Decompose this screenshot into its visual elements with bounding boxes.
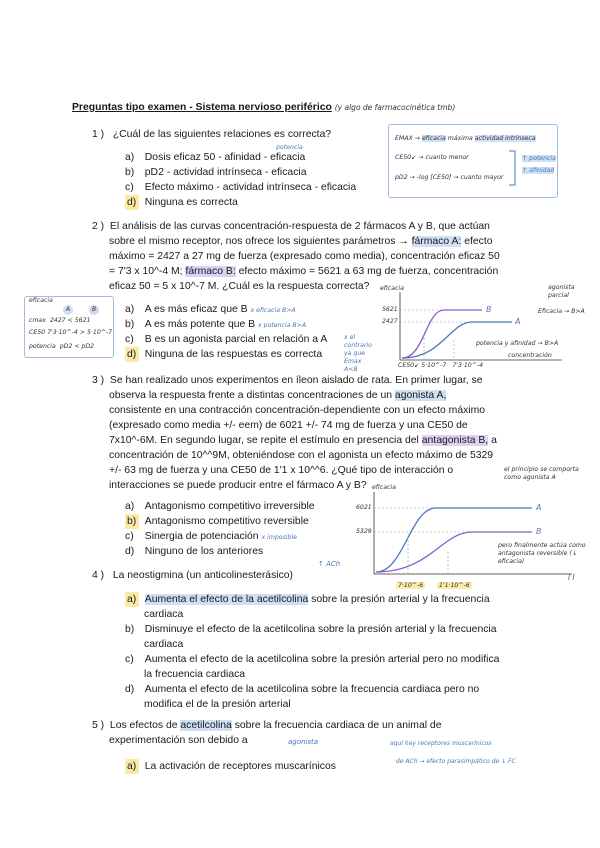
q1-options	[125, 150, 356, 210]
q2-graph-potencia-note: potencia y afinidad → B>A	[476, 340, 559, 347]
side-cmax-b: 5621	[74, 317, 91, 324]
arrow-icon: →	[414, 135, 420, 142]
title-text: Preguntas tipo examen - Sistema nervioso periférico	[72, 102, 332, 113]
question-3	[92, 373, 532, 493]
q4-number: 4 )	[92, 570, 105, 581]
q1-text: ¿Cuál de las siguientes relaciones es correcta?	[112, 129, 332, 140]
q3-option-c[interactable]	[125, 529, 315, 544]
option-letter-selected: b)	[125, 514, 139, 529]
q3-line-6: concentración de 10^^9M, obteniéndose con el agonista un efecto máximo de 5329	[109, 450, 494, 461]
side-eficacia: eficacia	[29, 297, 53, 304]
option-text: Disminuye el efecto de la acetilcolina sobre la presión arterial y la frecuencia	[144, 624, 497, 635]
q4-text: La neostigmina (un anticolinesterásico)	[112, 570, 294, 581]
q2-graph-xlabel: concentración	[508, 352, 552, 359]
q3-line-2: observa la respuesta frente a distintas concentraciones de un	[109, 390, 393, 401]
q3-line-1: Se han realizado unos experimentos en íleon aislado de rata. En primer lugar, se	[109, 375, 483, 386]
option-text: sobre la presión arterial y la frecuencia	[308, 594, 490, 605]
side-cmax-a: 2427	[49, 317, 66, 324]
q2-text-5: eficaz 50 = 5 x 10^-7 M. ¿Cuál es la respuesta correcta?	[109, 281, 370, 292]
q2-graph-eficacia-note: Eficacia → B>A	[538, 308, 585, 315]
bracket-icon	[507, 149, 519, 187]
option-text-cont: cardiaca	[144, 609, 184, 620]
q4-option-c[interactable]	[125, 652, 545, 682]
q3-graph	[352, 488, 582, 584]
emax-maxima: máxima	[447, 135, 473, 142]
side-potencia: potencia	[29, 343, 56, 350]
q2-graph-ylabel: eficacia	[380, 285, 404, 292]
option-text: Aumenta el efecto de la acetilcolina sobre la presión arterial pero no modifica	[144, 654, 500, 665]
option-letter: b)	[125, 167, 135, 178]
option-letter: c)	[125, 334, 134, 345]
ce50-label: CE50↙	[395, 154, 417, 161]
q2-side-box	[24, 296, 114, 358]
q3-graph-note-bottom: pero finalmente actúa como antagonista reversible (↓ eficacia)	[498, 542, 586, 565]
q3-graph-x1: 7·10^-6	[398, 582, 424, 589]
q5-note-right-2: de ACh → efecto parasimpático de ↓ FC	[396, 758, 516, 765]
question-1	[92, 127, 331, 142]
q2-graph-label-a: A	[515, 317, 521, 326]
option-text-cont: cardiaca	[144, 639, 184, 650]
q3-option-b[interactable]	[125, 514, 315, 529]
option-text: Antagonismo competitivo irreversible	[144, 501, 315, 512]
q3-number: 3 )	[92, 375, 105, 386]
option-letter: a)	[125, 152, 135, 163]
option-text: Dosis eficaz 50 - afinidad - eficacia	[144, 152, 306, 163]
option-text-cont: la frecuencia cardiaca	[144, 669, 246, 680]
side-b: B	[89, 305, 99, 315]
q2-graph-ce50: CE50↙	[398, 362, 420, 369]
q1-note-potencia: potencia	[276, 144, 303, 151]
q3-line-3: consistente en una contracción concentración-dependiente con un efecto máximo	[109, 405, 486, 416]
option-letter: c)	[125, 182, 134, 193]
note-afinidad: ↑ afinidad	[522, 167, 555, 174]
q4-option-a[interactable]	[125, 592, 545, 622]
q2-text-2: sobre el mismo receptor, nos ofrece los siguientes parámetros →	[109, 236, 409, 247]
q1-number: 1 )	[92, 129, 105, 140]
q2-option-c[interactable]	[125, 332, 327, 347]
emax-eficacia: eficacia	[421, 135, 446, 142]
question-4	[92, 568, 293, 583]
q2-text-2b: efecto	[464, 236, 493, 247]
side-ce50: CE50	[29, 329, 46, 336]
q3-graph-xlabel: [ ]	[568, 574, 575, 581]
page-title	[72, 100, 455, 115]
q3-agonista: agonista A,	[394, 390, 447, 401]
option-letter: c)	[125, 654, 134, 665]
q2-number: 2 )	[92, 221, 105, 232]
q2-graph-agonista: agonista parcial	[548, 284, 575, 299]
option-letter-selected: a)	[125, 759, 139, 774]
side-lt: <	[67, 317, 73, 324]
option-letter: a)	[125, 501, 135, 512]
q2-text-3: máximo = 2427 a 27 mg de fuerza (expresado como media), concentración eficaz 50	[109, 251, 500, 262]
q3-graph-y2: 5329	[356, 528, 372, 535]
side-lt2: <	[74, 343, 80, 350]
q4-option-b[interactable]	[125, 622, 545, 652]
option-text: B es un agonista parcial en relación a A	[144, 334, 328, 345]
q3-graph-label-b: B	[536, 527, 542, 536]
q2-graph-x1: 5·10^-7	[421, 362, 447, 369]
option-text: pD2 - actividad intrínseca - eficacia	[144, 167, 307, 178]
q4-note: ↑ ACh	[318, 560, 341, 568]
pd2-text: → -log [CE50] → cuanto mayor	[409, 174, 504, 181]
q3-option-d[interactable]	[125, 544, 315, 559]
q5-acetilcolina: acetilcolina	[180, 720, 232, 731]
option-letter-selected: a)	[125, 592, 139, 607]
q2-option-c-note: x el contrario ya que Emax A<B	[344, 334, 372, 373]
option-text: La activación de receptores muscarínicos	[144, 761, 336, 772]
option-text: Ninguno de los anteriores	[144, 546, 264, 557]
q3-graph-y1: 6021	[356, 504, 372, 511]
q2-option-d[interactable]	[125, 347, 327, 362]
q3-line-4: (expresado como media +/- eem) de 6021 +/- 74 mg de fuerza y una CE50 de	[109, 420, 468, 431]
q1-notes-box	[388, 124, 558, 198]
option-text: Efecto máximo - actividad intrínseca - eficacia	[144, 182, 357, 193]
q2-option-a[interactable]	[125, 302, 327, 317]
q3-graph-x2: 1'1·10^-6	[438, 582, 470, 589]
q2-farmaco-b: fármaco B:	[185, 266, 236, 277]
q3-line-5b: a	[491, 435, 497, 446]
option-letter: c)	[125, 531, 134, 542]
option-note: x imposible	[261, 534, 297, 541]
side-gt: >	[79, 329, 86, 336]
option-text: Ninguna es correcta	[144, 197, 238, 208]
q2-graph-y1: 5621	[382, 306, 398, 313]
q5-text-a: Los efectos de	[109, 720, 178, 731]
option-letter-selected: d)	[125, 195, 139, 210]
emax-label: EMAX	[395, 135, 413, 142]
option-letter: b)	[125, 624, 135, 635]
side-ce50-a: 7'3·10^-4	[47, 329, 78, 336]
option-text: Sinergia de potenciación	[144, 531, 259, 542]
option-letter: b)	[125, 319, 135, 330]
q1-option-b[interactable]	[125, 165, 356, 180]
q3-line-5: 7x10^-6M. En segundo lugar, se repite el estímulo en presencia del	[109, 435, 419, 446]
side-ce50-b: 5·10^-7	[86, 329, 113, 336]
q1-option-d[interactable]	[125, 195, 356, 210]
q1-option-c[interactable]	[125, 180, 356, 195]
ce50-text: cuanto menor	[425, 154, 469, 161]
option-text: A es más potente que B	[144, 319, 256, 330]
curve-b	[402, 310, 482, 358]
q2-graph-x2: 7'3·10^-4	[452, 362, 484, 369]
q4-option-d[interactable]	[125, 682, 545, 712]
q2-text-4b: efecto máximo = 5621 a 63 mg de fuerza, concentración	[238, 266, 499, 277]
option-text: Antagonismo competitivo reversible	[144, 516, 309, 527]
side-a: A	[63, 305, 73, 315]
option-text: Ninguna de las respuestas es correcta	[144, 349, 323, 360]
q4-options	[125, 592, 545, 712]
option-letter: d)	[125, 684, 135, 695]
option-note: x potencia B>A	[258, 322, 307, 329]
option-letter-selected: d)	[125, 347, 139, 362]
option-note: x eficacia B>A	[250, 307, 296, 314]
question-2	[92, 219, 532, 294]
pd2-label: pD2	[395, 174, 408, 181]
q2-option-b[interactable]	[125, 317, 327, 332]
q3-graph-note-top: el principio se comporta como agonista A	[504, 466, 579, 481]
side-cmax: cmax	[29, 317, 46, 324]
arrow-icon: →	[418, 154, 424, 161]
q5-line-2: experimentación son debido a	[109, 735, 248, 746]
q2-graph-y2: 2427	[382, 318, 398, 325]
note-potencia: ↑ potencia	[522, 155, 556, 162]
q3-option-a[interactable]	[125, 499, 315, 514]
option-text: Aumenta el efecto de la acetilcolina sobre la frecuencia cardiaca pero no	[144, 684, 480, 695]
q3-graph-label-a: A	[536, 503, 542, 512]
side-pd2-b: pD2	[81, 343, 95, 350]
q2-graph-label-b: B	[486, 305, 492, 314]
q1-option-a[interactable]	[125, 150, 356, 165]
option-letter: d)	[125, 546, 135, 557]
q2-farmaco-a: fármaco A:	[411, 236, 462, 247]
q2-text-4a: = 7'3 x 10^-4 M;	[109, 266, 183, 277]
q2-text-1: El análisis de las curvas concentración-respuesta de 2 fármacos A y B, que actúan	[109, 221, 490, 232]
q5-note-right-1: aquí hay receptores muscarínicos	[390, 740, 492, 747]
option-letter: a)	[125, 304, 135, 315]
option-text-cont: modifica el de la presión arterial	[144, 699, 291, 710]
q5-note-agonista: agonista	[288, 738, 319, 746]
q3-graph-ylabel: eficacia	[372, 484, 396, 491]
option-highlight: Aumenta el efecto de la acetilcolina	[144, 594, 309, 605]
q2-options	[125, 302, 327, 362]
q5-text-b: sobre la frecuencia cardiaca de un animal de	[234, 720, 442, 731]
title-note: (y algo de farmacocinética tmb)	[334, 103, 456, 112]
option-text: A es más eficaz que B	[144, 304, 248, 315]
side-pd2-a: pD2	[59, 343, 73, 350]
q5-number: 5 )	[92, 720, 105, 731]
q3-line-8: interacciones se puede producir entre el fármaco A y B?	[109, 480, 367, 491]
emax-actividad: actividad intrínseca	[474, 135, 536, 142]
q3-options	[125, 499, 315, 559]
q3-antagonista: antagonista B,	[421, 435, 489, 446]
q3-line-7: +/- 63 mg de fuerza y una CE50 de 1'1 x 10^^6. ¿Qué tipo de interacción o	[109, 465, 454, 476]
q5-options	[125, 759, 336, 774]
q5-option-a[interactable]	[125, 759, 336, 774]
